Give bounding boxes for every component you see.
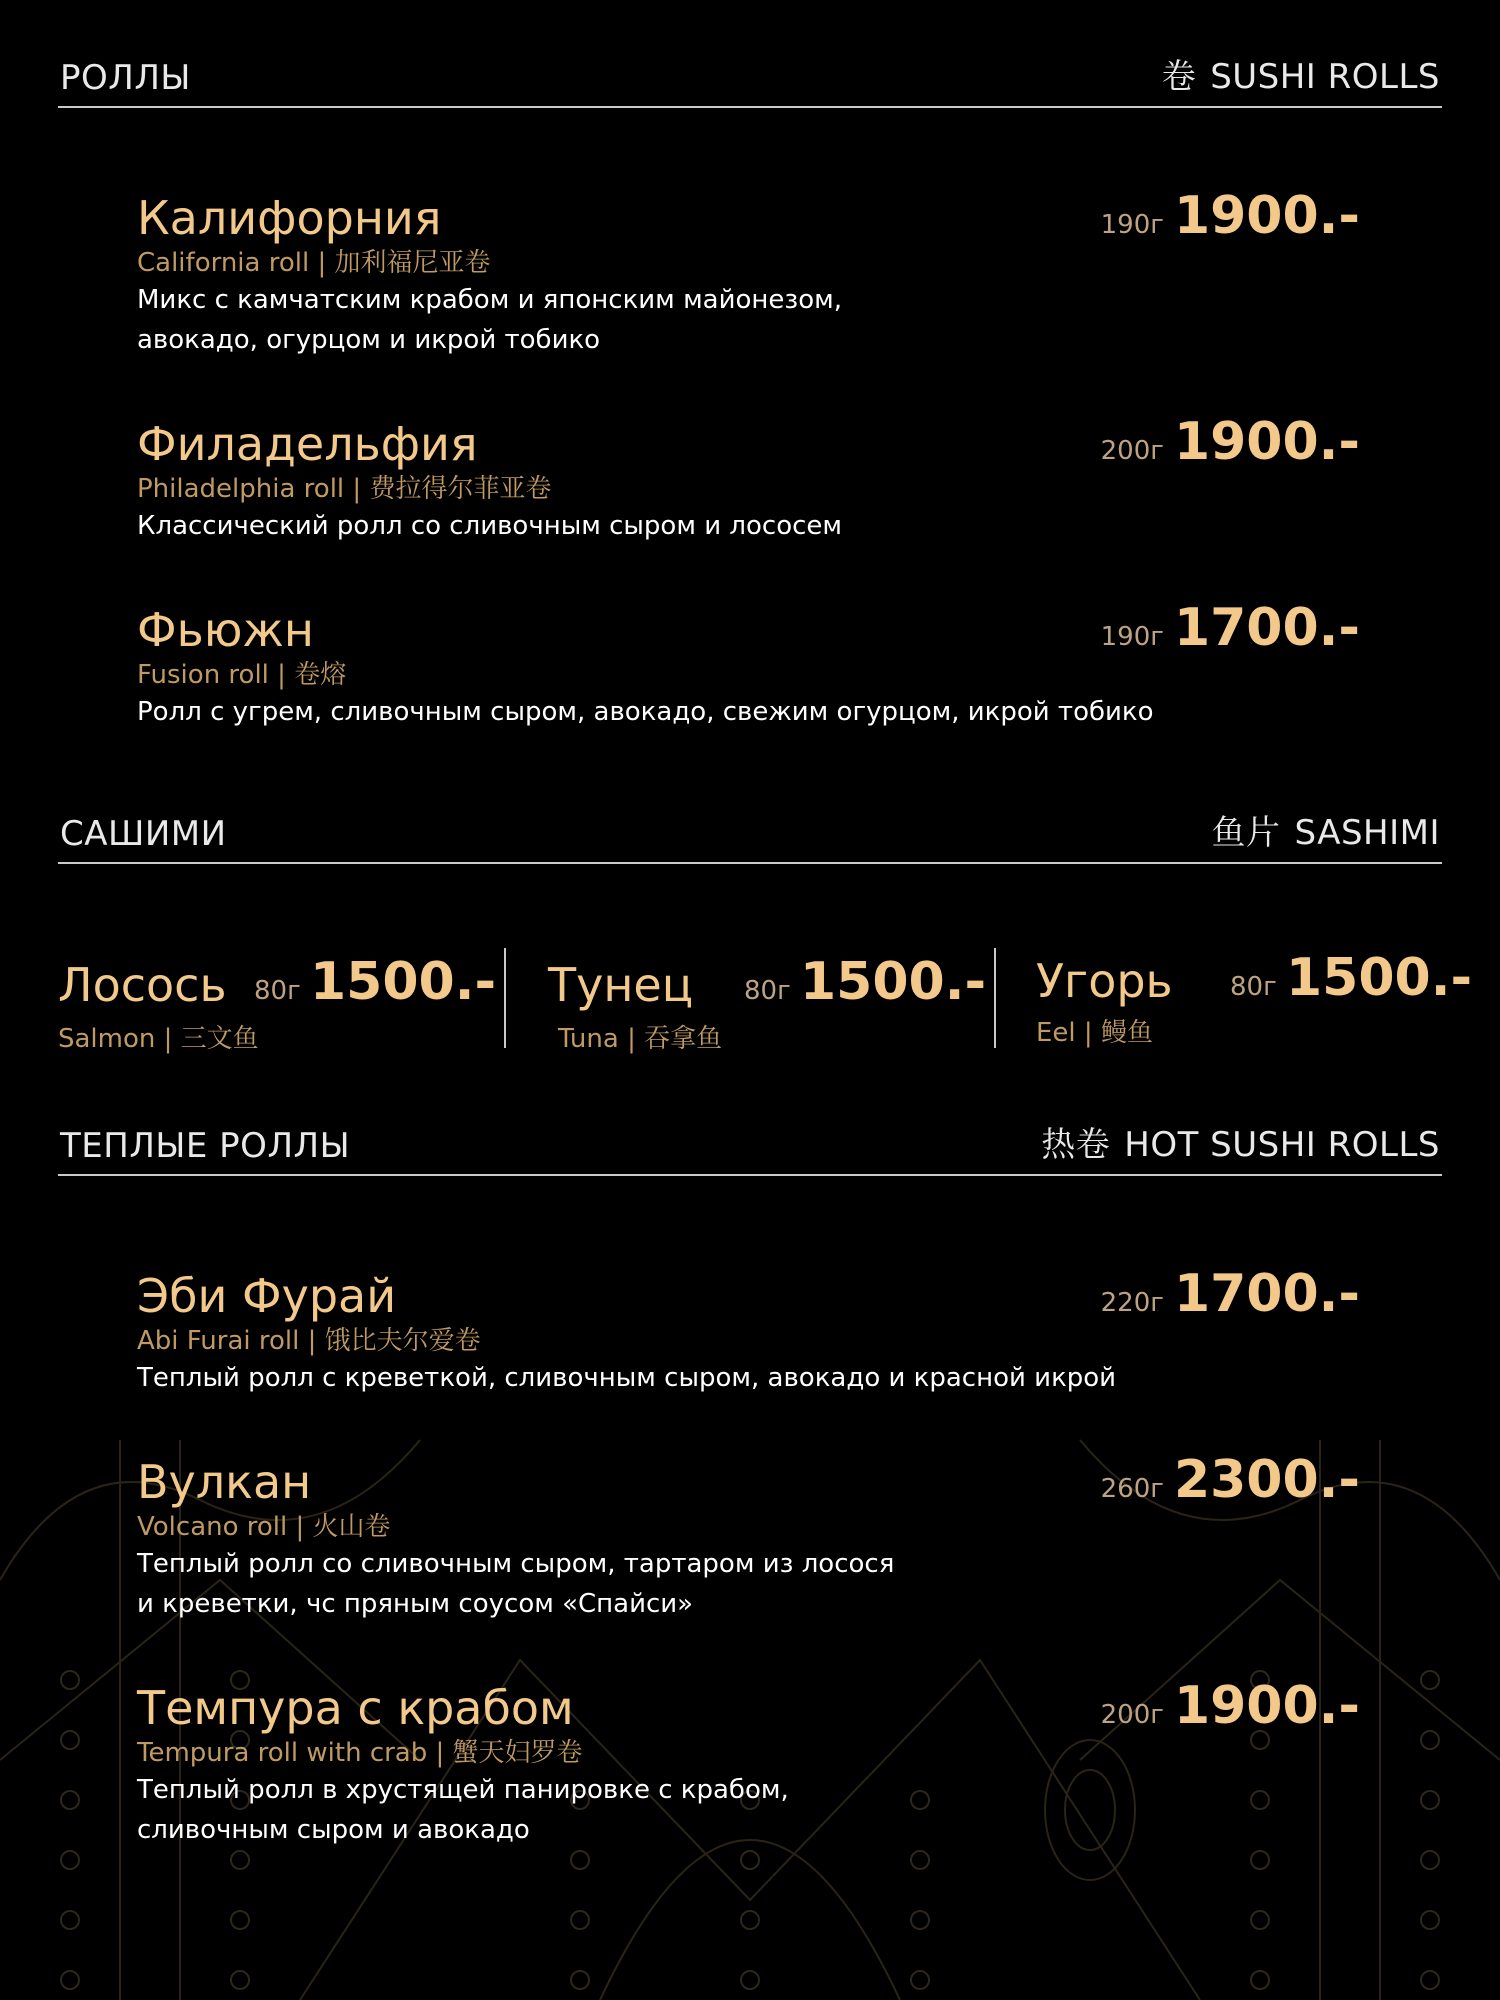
- item-weight: 200г: [1100, 1700, 1164, 1730]
- item-subtitle: [137, 1736, 1360, 1770]
- sashimi-item: [548, 950, 987, 1054]
- menu-item: [137, 186, 1360, 360]
- item-price: 1900.-: [1173, 412, 1360, 472]
- item-description-line: сливочным сыром и авокадо: [137, 1815, 530, 1845]
- item-name: Вулкан: [137, 1455, 312, 1509]
- item-price: 1700.-: [1173, 598, 1360, 658]
- sashimi-subtitle-cn: 三文鱼: [180, 1024, 259, 1054]
- sashimi-subtitle-cn: 鳗鱼: [1100, 1018, 1153, 1048]
- item-price-box: [1101, 1264, 1360, 1324]
- item-description-line: Ролл с угрем, сливочным сыром, авокадо, свежим огурцом, икрой тобико: [137, 697, 1154, 727]
- menu-item: [137, 1676, 1360, 1850]
- item-price: 1700.-: [1173, 1264, 1360, 1324]
- item-subtitle-en: Fusion roll |: [137, 660, 295, 690]
- sashimi-item: [1036, 948, 1473, 1050]
- sashimi-weight: 80г: [744, 976, 791, 1006]
- sashimi-divider: [504, 948, 506, 1048]
- item-price-box: [1101, 598, 1360, 658]
- item-weight: 200г: [1100, 436, 1164, 466]
- item-subtitle-en: Tempura roll with crab |: [137, 1738, 453, 1768]
- menu-item: [137, 1450, 1360, 1624]
- item-subtitle: [137, 1324, 1360, 1358]
- item-subtitle: [137, 246, 1360, 280]
- item-subtitle-cn: 饿比夫尔爱卷: [324, 1326, 481, 1356]
- sashimi-subtitle-en: Tuna |: [558, 1024, 645, 1054]
- item-name: Темпура с крабом: [137, 1681, 574, 1735]
- item-name: Калифорния: [137, 191, 442, 245]
- item-name: Эби Фурай: [137, 1269, 397, 1323]
- section-title-en: [1162, 49, 1440, 98]
- item-price: 1900.-: [1173, 186, 1360, 246]
- item-subtitle-cn: 蟹天妇罗卷: [452, 1738, 583, 1768]
- item-subtitle-en: California roll |: [137, 248, 335, 278]
- sashimi-subtitle: [58, 1018, 259, 1055]
- item-subtitle: [137, 472, 1360, 506]
- section-title-en: [1041, 1117, 1440, 1166]
- sashimi-weight: 80г: [254, 976, 301, 1006]
- section-title-en-text: SASHIMI: [1294, 813, 1440, 853]
- section-header-sashimi: [58, 812, 1442, 864]
- sashimi-price: 1500.-: [1286, 948, 1473, 1008]
- item-subtitle: [137, 658, 1360, 692]
- item-name: Филадельфия: [137, 417, 478, 471]
- section-title-ru: ТЕПЛЫЕ РОЛЛЫ: [60, 1126, 351, 1166]
- section-title-en-text: HOT SUSHI ROLLS: [1124, 1125, 1440, 1165]
- item-price-box: [1101, 1676, 1360, 1736]
- sashimi-name: Угорь: [1036, 954, 1173, 1008]
- item-weight: 260г: [1100, 1474, 1164, 1504]
- sashimi-subtitle-en: Salmon |: [58, 1024, 181, 1054]
- item-subtitle-cn: 费拉得尔菲亚卷: [369, 474, 552, 504]
- sashimi-name: Тунец: [548, 958, 694, 1012]
- item-description-line: авокадо, огурцом и икрой тобико: [137, 325, 601, 355]
- item-description-line: Теплый ролл в хрустящей панировке с крабом,: [137, 1775, 789, 1805]
- sashimi-price: 1500.-: [800, 952, 987, 1012]
- item-name: Фьюжн: [137, 603, 314, 657]
- sashimi-subtitle-cn: 吞拿鱼: [644, 1024, 723, 1054]
- section-title-cn: 卷: [1161, 57, 1197, 97]
- item-description-line: Теплый ролл с креветкой, сливочным сыром, авокадо и красной икрой: [137, 1363, 1117, 1393]
- menu-item: [137, 412, 1360, 546]
- sashimi-subtitle: [558, 1018, 722, 1055]
- item-description-line: Теплый ролл со сливочным сыром, тартаром из лосося: [137, 1549, 895, 1579]
- item-description-line: Микс с камчатским крабом и японским майонезом,: [137, 285, 843, 315]
- sashimi-subtitle-en: Eel |: [1036, 1018, 1101, 1048]
- sashimi-price: 1500.-: [310, 952, 497, 1012]
- section-title-en: [1211, 805, 1440, 854]
- sashimi-weight: 80г: [1230, 972, 1277, 1002]
- item-price-box: [1101, 1450, 1360, 1510]
- sashimi-divider: [994, 948, 996, 1048]
- item-subtitle-en: Volcano roll |: [137, 1512, 313, 1542]
- item-price: 2300.-: [1173, 1450, 1360, 1510]
- sashimi-name: Лосось: [58, 958, 227, 1012]
- section-title-en-text: SUSHI ROLLS: [1210, 57, 1440, 97]
- item-description-line: Классический ролл со сливочным сыром и лососем: [137, 511, 843, 541]
- item-subtitle-en: Philadelphia roll |: [137, 474, 370, 504]
- item-weight: 190г: [1100, 622, 1164, 652]
- sashimi-subtitle: [1036, 1012, 1153, 1049]
- item-subtitle: [137, 1510, 1360, 1544]
- sashimi-item: [58, 950, 497, 1054]
- menu-item: [137, 1264, 1360, 1398]
- item-price: 1900.-: [1173, 1676, 1360, 1736]
- item-subtitle-cn: 火山卷: [312, 1512, 391, 1542]
- section-title-ru: РОЛЛЫ: [60, 58, 191, 98]
- item-description-line: и креветки, чс пряным соусом «Спайси»: [137, 1589, 694, 1619]
- item-subtitle-en: Abi Furai roll |: [137, 1326, 325, 1356]
- item-price-box: [1101, 186, 1360, 246]
- item-subtitle-cn: 加利福尼亚卷: [334, 248, 491, 278]
- section-title-cn: 热卷: [1041, 1125, 1111, 1165]
- section-title-ru: САШИМИ: [60, 814, 227, 854]
- item-price-box: [1101, 412, 1360, 472]
- section-title-cn: 鱼片: [1211, 813, 1281, 853]
- item-weight: 220г: [1100, 1288, 1164, 1318]
- item-weight: 190г: [1100, 210, 1164, 240]
- section-header-hot-rolls: [58, 1124, 1442, 1176]
- menu-item: [137, 598, 1360, 732]
- item-subtitle-cn: 卷熔: [294, 660, 347, 690]
- section-header-rolls: [58, 56, 1442, 108]
